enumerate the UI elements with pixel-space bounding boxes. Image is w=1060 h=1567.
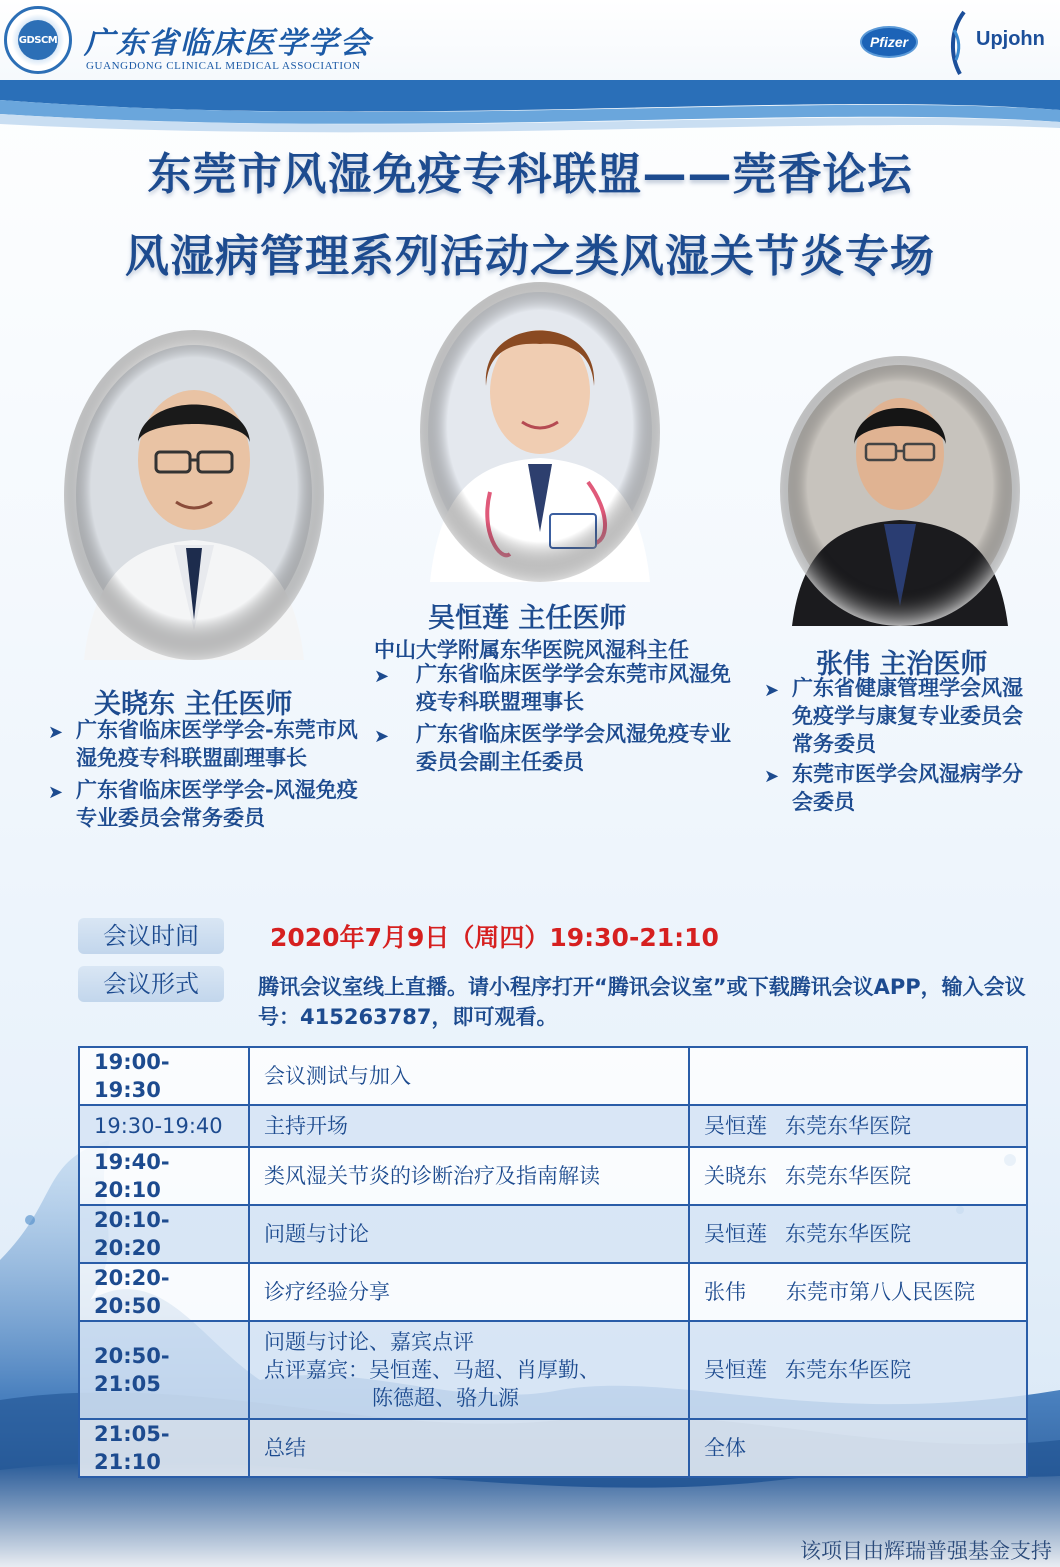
agenda-time: 20:20-20:50: [79, 1263, 249, 1321]
agenda-speaker: 张伟 东莞市第八人民医院: [689, 1263, 1027, 1321]
doctor-portrait-icon: [64, 330, 324, 660]
table-row: [79, 1263, 1027, 1321]
association-seal-logo: [4, 6, 72, 74]
agenda-time: 20:50-21:05: [79, 1321, 249, 1419]
agenda-time: 19:00-19:30: [79, 1047, 249, 1105]
meeting-format-value: 腾讯会议室线上直播。请小程序打开“腾讯会议室”或下载腾讯会议APP，输入会议号：415263787，即可观看。: [258, 975, 1026, 1029]
agenda-topic: 主持开场: [249, 1105, 689, 1147]
meeting-format-label: 会议形式: [78, 966, 224, 1002]
association-name-cn: 广东省临床医学学会: [84, 26, 372, 61]
list-item: ➤ 东莞市医学会风湿病学分会委员: [764, 762, 1023, 814]
arrow-bullet-icon: ➤: [764, 766, 780, 787]
table-row: [79, 1047, 1027, 1105]
table-row: [79, 1205, 1027, 1263]
speaker-center-name: 吴恒莲 主任医师: [428, 603, 627, 634]
agenda-topic: 类风湿关节炎的诊断治疗及指南解读: [249, 1147, 689, 1205]
arrow-bullet-icon: ➤: [48, 722, 64, 743]
table-row: [79, 1419, 1027, 1477]
event-title-line1: 东莞市风湿免疫专科联盟——莞香论坛: [147, 149, 913, 200]
event-title-line2: 风湿病管理系列活动之类风湿关节炎专场: [125, 231, 935, 282]
speaker-left-bullets: [48, 716, 358, 832]
table-row: [79, 1105, 1027, 1147]
upjohn-swoosh-icon: [946, 10, 972, 76]
upjohn-logo: [946, 8, 1056, 78]
agenda-time: 19:30-19:40: [79, 1105, 249, 1147]
table-row: [79, 1147, 1027, 1205]
agenda-speaker: 吴恒莲 东莞东华医院: [689, 1105, 1027, 1147]
speaker-left-name: 关晓东 主任医师: [94, 689, 293, 720]
seal-core: GDSCM: [18, 20, 58, 60]
speaker-center-title: 中山大学附属东华医院风湿科主任: [374, 638, 689, 662]
speaker-center-bullets: [370, 660, 740, 776]
agenda-topic: 总结: [249, 1419, 689, 1477]
speaker-right-name: 张伟 主治医师: [816, 649, 988, 680]
agenda-time: 20:10-20:20: [79, 1205, 249, 1263]
agenda-table: [78, 1046, 1028, 1478]
list-item: ➤ 广东省临床医学学会-东莞市风湿免疫专科联盟副理事长: [48, 718, 358, 770]
list-item: ➤ 广东省临床医学学会风湿免疫专业委员会副主任委员: [374, 722, 731, 774]
agenda-speaker: [689, 1047, 1027, 1105]
agenda-topic: 诊疗经验分享: [249, 1263, 689, 1321]
agenda-topic: 问题与讨论、嘉宾点评 点评嘉宾：吴恒莲、马超、肖厚勤、 陈德超、骆九源: [249, 1321, 689, 1419]
list-item: ➤ 广东省临床医学学会-风湿免疫专业委员会常务委员: [48, 778, 358, 830]
meeting-time-label: 会议时间: [78, 918, 224, 954]
agenda-speaker: 吴恒莲 东莞东华医院: [689, 1321, 1027, 1419]
pfizer-logo: Pfizer: [860, 26, 918, 58]
association-name-en: GUANGDONG CLINICAL MEDICAL ASSOCIATION: [86, 60, 361, 72]
doctor-portrait-icon: [420, 282, 660, 582]
sponsor-note: 该项目由辉瑞普强基金支持: [800, 1539, 1052, 1563]
agenda-topic: 会议测试与加入: [249, 1047, 689, 1105]
list-item: ➤ 广东省临床医学学会东莞市风湿免疫专科联盟理事长: [374, 662, 731, 714]
arrow-bullet-icon: ➤: [374, 726, 390, 747]
portrait-left-speaker: [64, 330, 324, 660]
agenda-topic: 问题与讨论: [249, 1205, 689, 1263]
arrow-bullet-icon: ➤: [374, 666, 390, 687]
speaker-right-bullets: [764, 674, 1040, 816]
agenda-time: 19:40-20:10: [79, 1147, 249, 1205]
meeting-time-value: 2020年7月9日（周四）19:30-21:10: [270, 923, 719, 952]
portrait-right-speaker: [780, 356, 1020, 626]
event-title: [0, 138, 1060, 284]
agenda-speaker: 全体: [689, 1419, 1027, 1477]
agenda-speaker: 吴恒莲 东莞东华医院: [689, 1205, 1027, 1263]
table-row: [79, 1321, 1027, 1419]
arrow-bullet-icon: ➤: [764, 680, 780, 701]
upjohn-wordmark: Upjohn: [976, 28, 1045, 50]
arrow-bullet-icon: ➤: [48, 782, 64, 803]
list-item: ➤ 广东省健康管理学会风湿免疫学与康复专业委员会常务委员: [764, 676, 1023, 756]
header-wave-banner: [0, 70, 1060, 140]
portrait-center-speaker: [420, 282, 660, 582]
agenda-time: 21:05-21:10: [79, 1419, 249, 1477]
doctor-portrait-icon: [780, 356, 1020, 626]
agenda-speaker: 关晓东 东莞东华医院: [689, 1147, 1027, 1205]
